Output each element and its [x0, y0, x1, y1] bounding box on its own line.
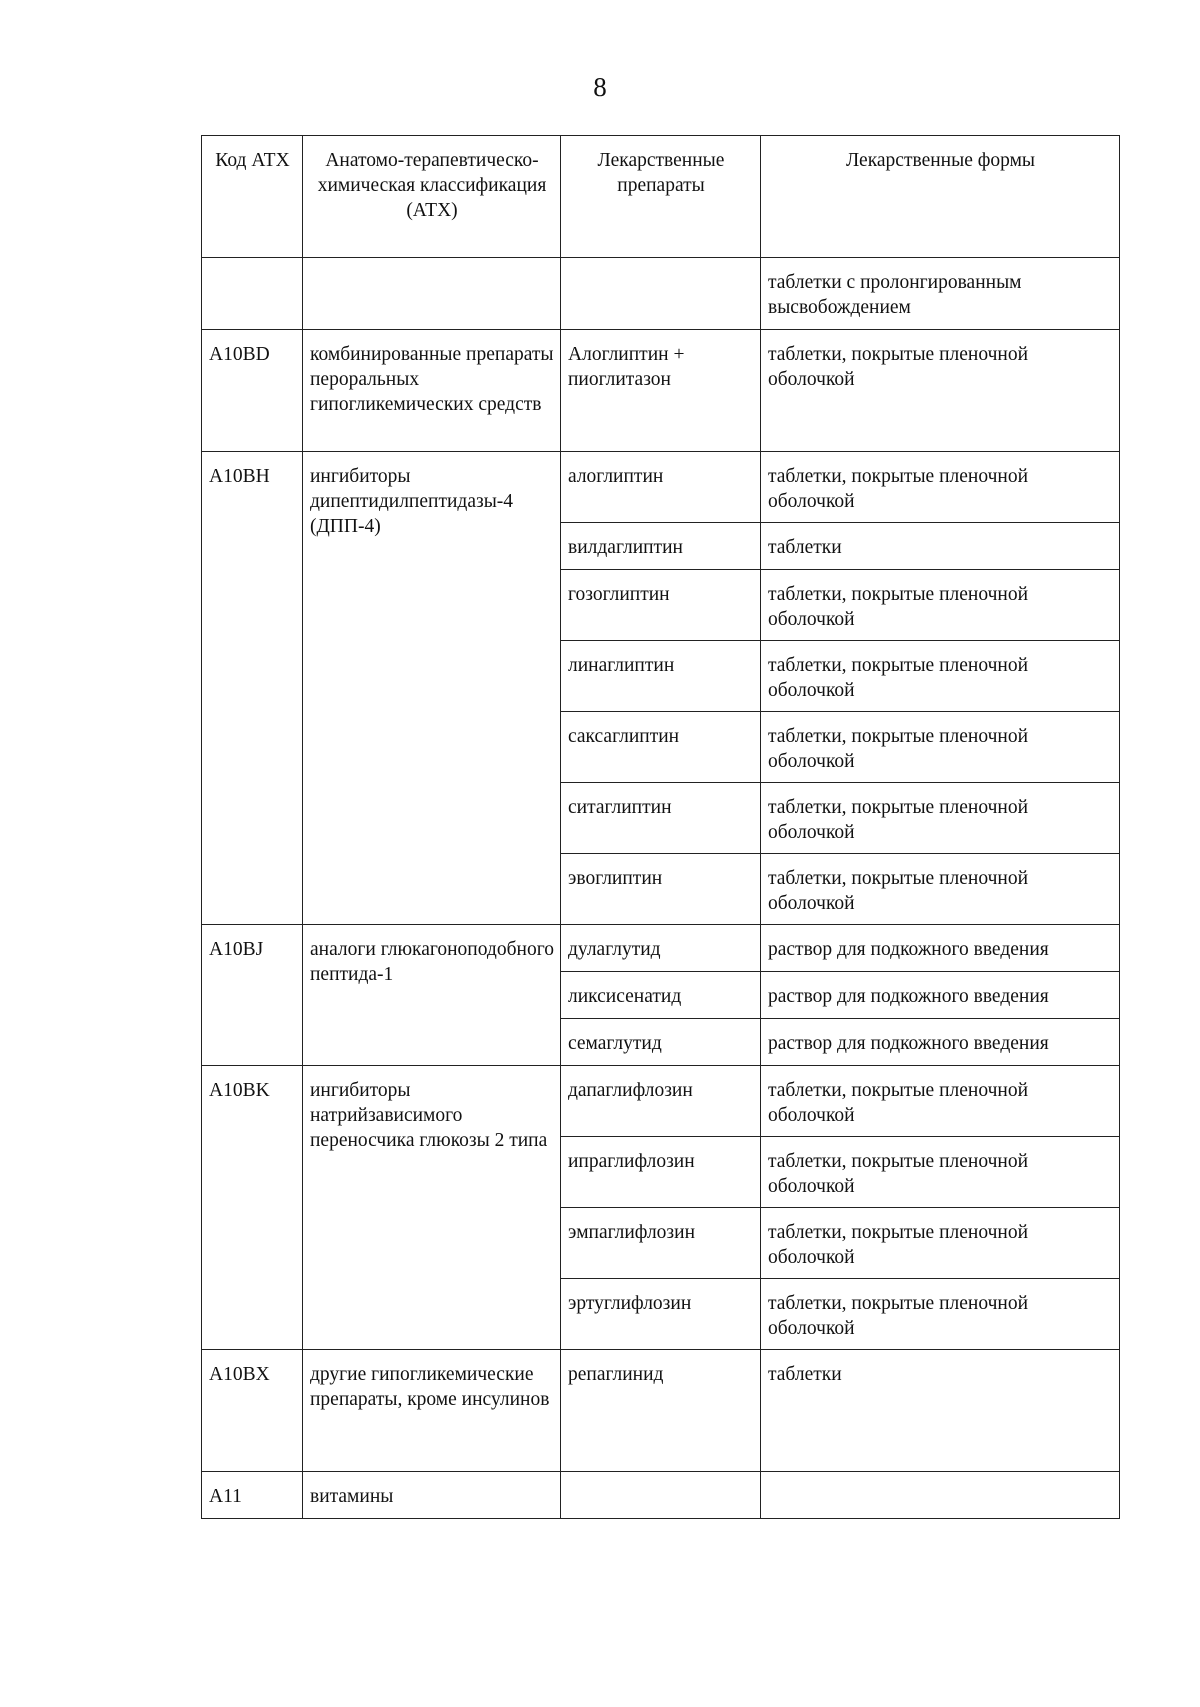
cell-code: A10BK [202, 1066, 303, 1350]
cell-drug: линаглиптин [561, 641, 761, 712]
cell-drug: ликсисенатид [561, 972, 761, 1019]
cell-form: таблетки, покрытые пленочной оболочкой [761, 1279, 1120, 1350]
cell-classification: витамины [303, 1472, 561, 1519]
atx-table [201, 135, 1120, 1519]
cell-classification: другие гипогликемические препараты, кроме инсулинов [303, 1350, 561, 1472]
header-drugs: Лекарственные препараты [561, 136, 761, 258]
cell-drug: Алоглиптин + пиоглитазон [561, 330, 761, 452]
cell-classification: ингибиторы натрийзависимого переносчика глюкозы 2 типа [303, 1066, 561, 1350]
cell-drug [561, 1472, 761, 1519]
cell-form: таблетки, покрытые пленочной оболочкой [761, 330, 1120, 452]
cell-form: таблетки, покрытые пленочной оболочкой [761, 783, 1120, 854]
table-row [202, 925, 1120, 972]
cell-drug [561, 258, 761, 330]
cell-form: раствор для подкожного введения [761, 925, 1120, 972]
header-classification: Анатомо-терапевтическо-химическая классификация (АТХ) [303, 136, 561, 258]
cell-form: таблетки, покрытые пленочной оболочкой [761, 570, 1120, 641]
cell-drug: ипраглифлозин [561, 1137, 761, 1208]
cell-drug: дапаглифлозин [561, 1066, 761, 1137]
cell-form: таблетки, покрытые пленочной оболочкой [761, 1137, 1120, 1208]
cell-form: раствор для подкожного введения [761, 972, 1120, 1019]
cell-drug: эмпаглифлозин [561, 1208, 761, 1279]
table-row [202, 1472, 1120, 1519]
cell-form: таблетки, покрытые пленочной оболочкой [761, 1066, 1120, 1137]
table-row [202, 258, 1120, 330]
cell-classification: аналоги глюкагоноподобного пептида-1 [303, 925, 561, 1066]
cell-code: A10BX [202, 1350, 303, 1472]
header-forms: Лекарственные формы [761, 136, 1120, 258]
cell-code: A10BD [202, 330, 303, 452]
page-number: 8 [593, 72, 607, 102]
cell-form: таблетки, покрытые пленочной оболочкой [761, 1208, 1120, 1279]
cell-drug: эртуглифлозин [561, 1279, 761, 1350]
cell-code [202, 258, 303, 330]
table-row [202, 1066, 1120, 1137]
cell-drug: ситаглиптин [561, 783, 761, 854]
cell-drug: вилдаглиптин [561, 523, 761, 570]
cell-form: таблетки, покрытые пленочной оболочкой [761, 712, 1120, 783]
table-row [202, 330, 1120, 452]
cell-form: таблетки, покрытые пленочной оболочкой [761, 641, 1120, 712]
cell-form [761, 1472, 1120, 1519]
header-code: Код АТХ [202, 136, 303, 258]
cell-classification: ингибиторы дипептидилпептидазы-4 (ДПП-4) [303, 452, 561, 925]
cell-drug: гозоглиптин [561, 570, 761, 641]
cell-form: таблетки [761, 523, 1120, 570]
cell-drug: эвоглиптин [561, 854, 761, 925]
cell-form: таблетки, покрытые пленочной оболочкой [761, 854, 1120, 925]
cell-drug: репаглинид [561, 1350, 761, 1472]
cell-drug: алоглиптин [561, 452, 761, 523]
table-header-row [202, 136, 1120, 258]
cell-code: A10BH [202, 452, 303, 925]
cell-classification [303, 258, 561, 330]
cell-form: таблетки, покрытые пленочной оболочкой [761, 452, 1120, 523]
cell-classification: комбинированные препараты пероральных гипогликемических средств [303, 330, 561, 452]
cell-drug: семаглутид [561, 1019, 761, 1066]
cell-code: A10BJ [202, 925, 303, 1066]
table-row [202, 452, 1120, 523]
table-row [202, 1350, 1120, 1472]
cell-form: таблетки с пролонгированным высвобождением [761, 258, 1120, 330]
cell-code: A11 [202, 1472, 303, 1519]
cell-form: раствор для подкожного введения [761, 1019, 1120, 1066]
cell-form: таблетки [761, 1350, 1120, 1472]
cell-drug: саксаглиптин [561, 712, 761, 783]
cell-drug: дулаглутид [561, 925, 761, 972]
